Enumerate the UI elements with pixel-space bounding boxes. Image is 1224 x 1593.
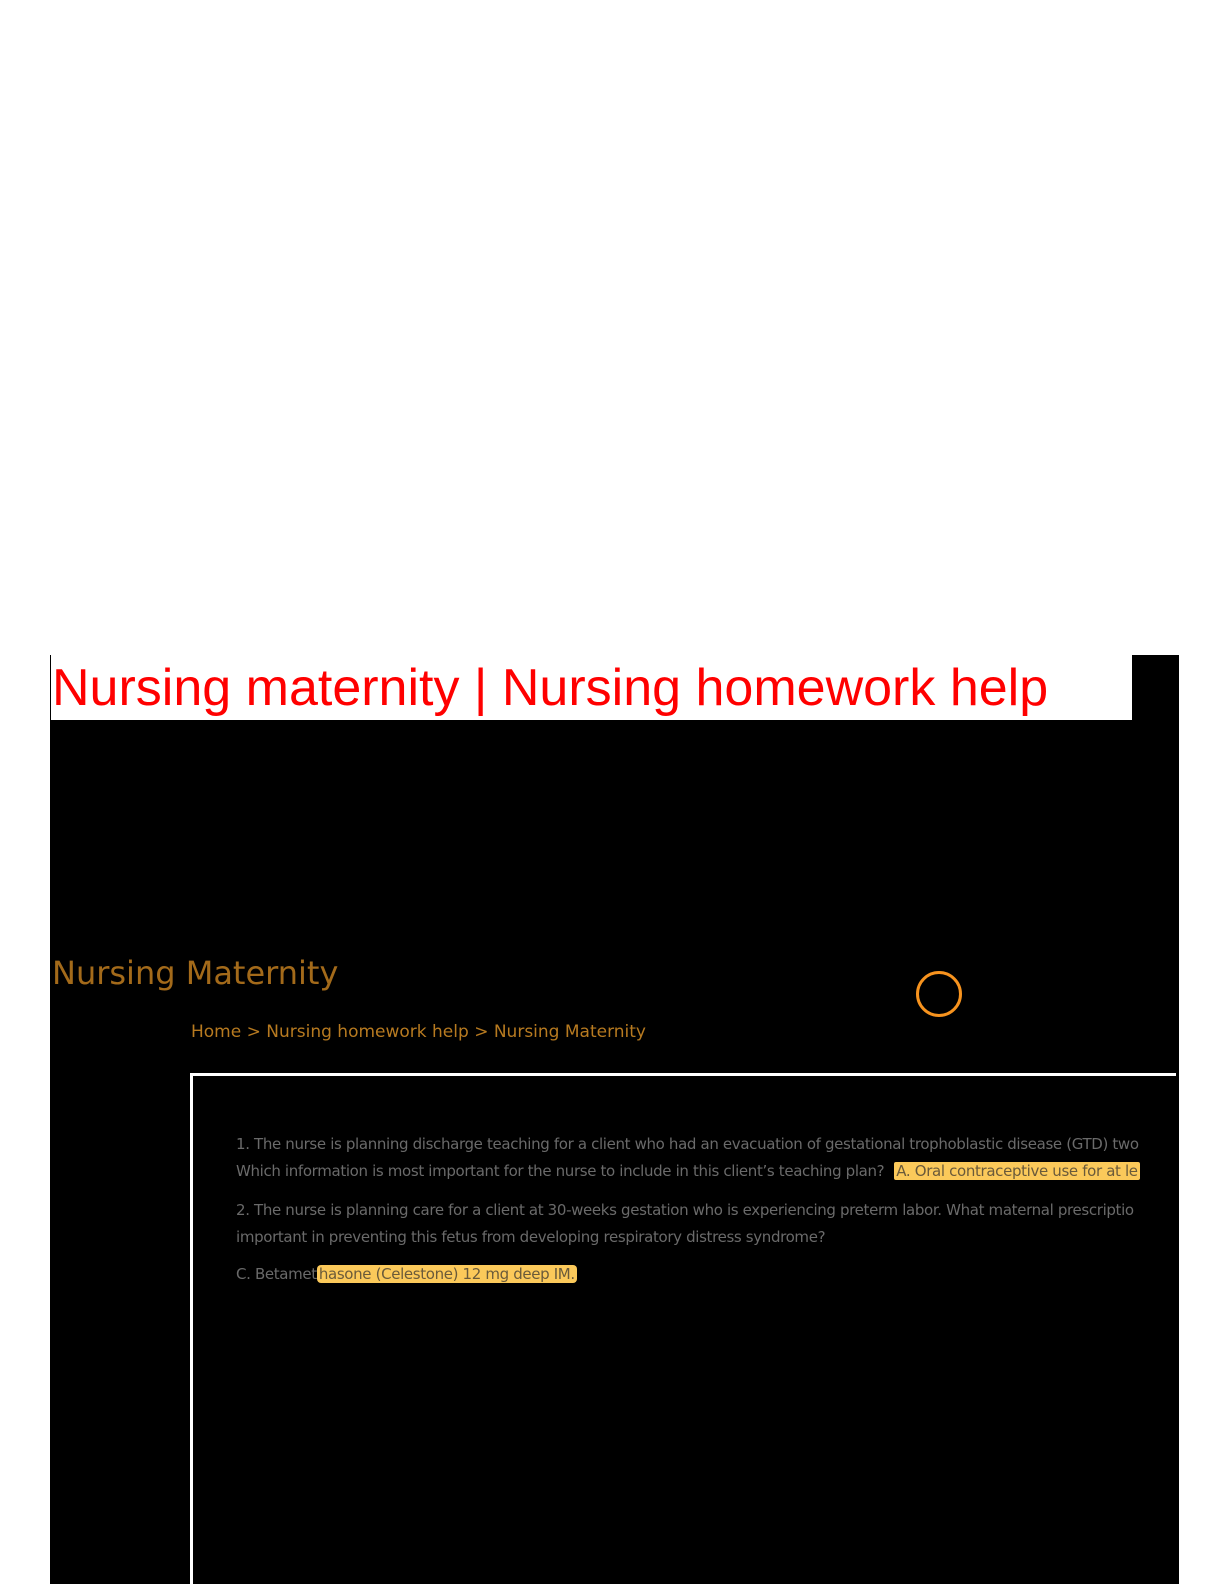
question-1-prompt: Which information is most important for the nurse to include in this client’s teaching plan? xyxy=(236,1162,885,1180)
question-1-text-line2 xyxy=(236,1158,1176,1185)
question-2 xyxy=(236,1197,1176,1251)
question-2-answer-prefix: C. Betamet xyxy=(236,1265,317,1283)
question-1-text-line1: 1. The nurse is planning discharge teaching for a client who had an evacuation of gestational trophoblastic disease (GTD) two xyxy=(236,1135,1139,1153)
question-2-text-line2: important in preventing this fetus from developing respiratory distress syndrome? xyxy=(236,1228,826,1246)
question-2-answer-highlight: hasone (Celestone) 12 mg deep IM. xyxy=(318,1265,575,1283)
question-2-text-line1: 2. The nurse is planning care for a client at 30-weeks gestation who is experiencing preterm labor. What maternal prescriptio xyxy=(236,1201,1134,1219)
breadcrumb-home-link[interactable]: Home xyxy=(191,1022,242,1042)
content-box xyxy=(190,1073,1176,1593)
document-title: Nursing maternity | Nursing homework help xyxy=(52,659,1049,717)
page-heading: Nursing Maternity xyxy=(52,954,339,992)
breadcrumb-current: Nursing Maternity xyxy=(493,1022,646,1042)
question-1 xyxy=(236,1131,1176,1185)
question-1-answer-highlight: A. Oral contraceptive use for at le xyxy=(896,1162,1138,1180)
spinner-ring-icon xyxy=(916,971,962,1017)
breadcrumb-separator: > xyxy=(474,1022,494,1042)
breadcrumb-separator: > xyxy=(246,1022,267,1042)
breadcrumb-category-link[interactable]: Nursing homework help xyxy=(266,1022,469,1042)
question-2-answer xyxy=(236,1263,577,1285)
breadcrumb xyxy=(191,1021,646,1043)
document-title-banner xyxy=(50,655,1132,720)
